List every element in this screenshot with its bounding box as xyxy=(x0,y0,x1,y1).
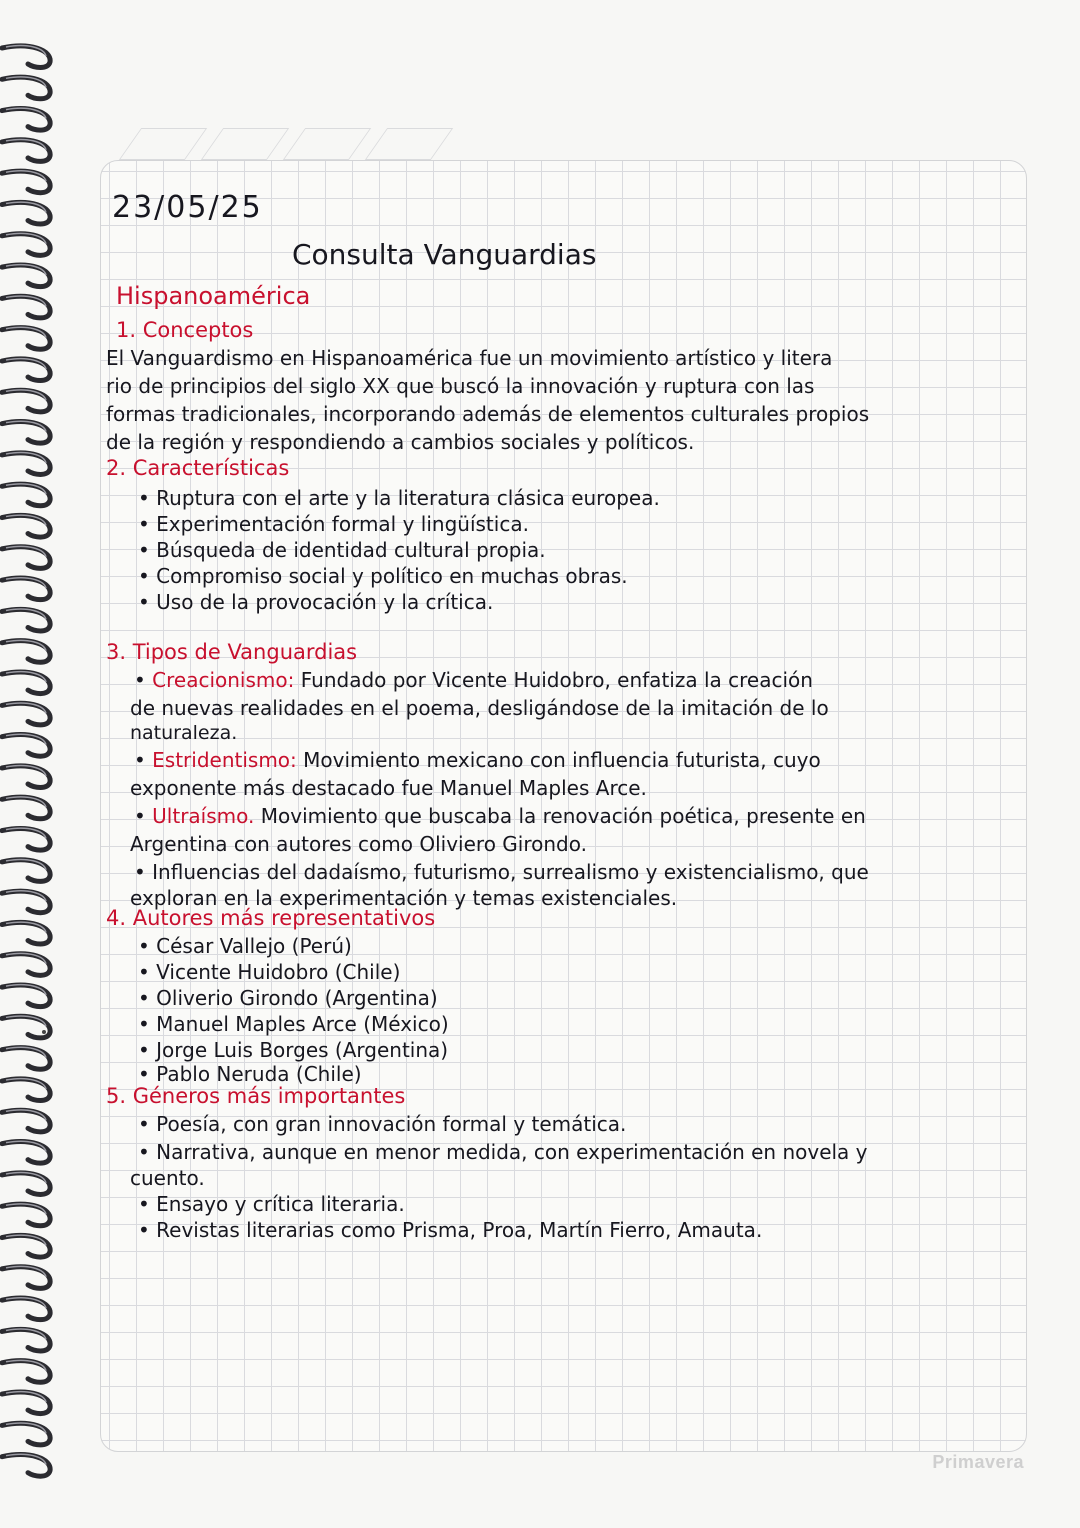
creacionismo-line: de nuevas realidades en el poema, desligándose de la imitación de lo xyxy=(130,696,829,720)
influencias-text: Influencias del dadaísmo, futurismo, surrealismo y existencialismo, que xyxy=(152,860,869,884)
estridentismo-entry: • Estridentismo: Movimiento mexicano con influencia futurista, cuyo xyxy=(134,748,821,772)
spiral-ring xyxy=(2,672,50,694)
genero-text: Narrativa, aunque en menor medida, con experimentación en novela y xyxy=(156,1140,868,1164)
creacionismo-line: naturaleza. xyxy=(130,722,238,744)
autor-text: Pablo Neruda (Chile) xyxy=(156,1062,362,1086)
spiral-ring xyxy=(2,171,50,193)
estridentismo-term: Estridentismo: xyxy=(152,748,297,772)
heading-caracteristicas: 2. Características xyxy=(106,456,290,480)
page-title: Consulta Vanguardias xyxy=(292,238,597,271)
brand-logo: Primavera xyxy=(932,1452,1024,1472)
spiral-ring xyxy=(2,985,50,1007)
spiral-ring xyxy=(2,1361,50,1383)
spiral-binding xyxy=(0,40,70,1500)
header-boxes xyxy=(100,128,1025,162)
spiral-ring xyxy=(2,516,50,538)
spiral-ring xyxy=(2,453,50,475)
spiral-ring xyxy=(2,829,50,851)
creacionismo-text: Fundado por Vicente Huidobro, enfatiza la creación xyxy=(300,668,813,692)
spiral-ring xyxy=(2,1079,50,1101)
spiral-ring xyxy=(2,328,50,350)
autor-item: • Jorge Luis Borges (Argentina) xyxy=(138,1038,449,1062)
genero-item: • Poesía, con gran innovación formal y temática. xyxy=(138,1112,627,1136)
heading-conceptos: 1. Conceptos xyxy=(116,318,254,342)
spiral-ring xyxy=(2,1048,50,1070)
spiral-ring xyxy=(2,766,50,788)
spiral-ring xyxy=(2,390,50,412)
spiral-ring xyxy=(2,1236,50,1258)
autor-item: • Vicente Huidobro (Chile) xyxy=(138,960,401,984)
spiral-ring xyxy=(2,735,50,757)
caracteristica-item: • Uso de la provocación y la crítica. xyxy=(138,590,494,614)
autor-text: Manuel Maples Arce (México) xyxy=(156,1012,449,1036)
caracteristica-text: Uso de la provocación y la crítica. xyxy=(156,590,494,614)
conceptos-line: de la región y respondiendo a cambios sociales y políticos. xyxy=(106,430,695,454)
spiral-ring xyxy=(2,202,50,224)
genero-text: Poesía, con gran innovación formal y temática. xyxy=(156,1112,627,1136)
autor-text: César Vallejo (Perú) xyxy=(156,934,352,958)
autor-item: • Pablo Neruda (Chile) xyxy=(138,1062,362,1086)
spiral-ring xyxy=(2,484,50,506)
estridentismo-text: Movimiento mexicano con influencia futurista, cuyo xyxy=(303,748,821,772)
heading-generos: 5. Géneros más importantes xyxy=(106,1084,406,1108)
spiral-ring xyxy=(2,140,50,162)
caracteristica-text: Ruptura con el arte y la literatura clásica europea. xyxy=(156,486,660,510)
autor-item: • Manuel Maples Arce (México) xyxy=(138,1012,449,1036)
spiral-ring xyxy=(2,609,50,631)
ultraismo-entry: • Ultraísmo. Movimiento que buscaba la renovación poética, presente en xyxy=(134,804,866,828)
spiral-ring xyxy=(2,703,50,725)
spiral-ring xyxy=(2,296,50,318)
caracteristica-item: • Compromiso social y político en muchas obras. xyxy=(138,564,628,588)
spiral-ring xyxy=(2,641,50,663)
genero-text: Revistas literarias como Prisma, Proa, Martín Fierro, Amauta. xyxy=(156,1218,763,1242)
ultraismo-term: Ultraísmo. xyxy=(152,804,255,828)
spiral-ring xyxy=(2,265,50,287)
heading-autores: 4. Autores más representativos xyxy=(106,906,436,930)
spiral-ring xyxy=(2,1204,50,1226)
spiral-ring xyxy=(2,1423,50,1445)
conceptos-line: El Vanguardismo en Hispanoamérica fue un movimiento artístico y litera xyxy=(106,346,833,370)
spiral-ring xyxy=(2,922,50,944)
influencias-entry: • Influencias del dadaísmo, futurismo, surrealismo y existencialismo, que xyxy=(134,860,869,884)
autor-item: • César Vallejo (Perú) xyxy=(138,934,352,958)
spiral-ring xyxy=(2,860,50,882)
date: 23/05/25 xyxy=(112,190,263,225)
genero-line: cuento. xyxy=(130,1166,205,1190)
estridentismo-line: exponente más destacado fue Manuel Maples Arce. xyxy=(130,776,647,800)
caracteristica-item: • Experimentación formal y lingüística. xyxy=(138,512,529,536)
spiral-ring xyxy=(2,46,50,68)
autor-text: Vicente Huidobro (Chile) xyxy=(156,960,401,984)
ultraismo-text: Movimiento que buscaba la renovación poética, presente en xyxy=(260,804,866,828)
genero-item: • Ensayo y crítica literaria. xyxy=(138,1192,405,1216)
spiral-ring xyxy=(2,1110,50,1132)
spiral-ring xyxy=(2,1392,50,1414)
spiral-ring xyxy=(2,1173,50,1195)
spiral-ring xyxy=(2,1016,50,1038)
autor-item: • Oliverio Girondo (Argentina) xyxy=(138,986,438,1010)
spiral-ring xyxy=(2,422,50,444)
influencias-line: exploran en la experimentación y temas existenciales. xyxy=(130,886,678,910)
region-heading: Hispanoamérica xyxy=(116,282,311,310)
genero-text: Ensayo y crítica literaria. xyxy=(156,1192,405,1216)
conceptos-line: formas tradicionales, incorporando además de elementos culturales propios xyxy=(106,402,870,426)
spiral-ring xyxy=(2,1267,50,1289)
caracteristica-text: Compromiso social y político en muchas obras. xyxy=(156,564,628,588)
spiral-ring xyxy=(2,797,50,819)
caracteristica-text: Búsqueda de identidad cultural propia. xyxy=(156,538,546,562)
spiral-ring xyxy=(2,1142,50,1164)
conceptos-line: rio de principios del siglo XX que buscó la innovación y ruptura con las xyxy=(106,374,815,398)
spiral-ring xyxy=(2,77,50,99)
ultraismo-line: Argentina con autores como Oliviero Girondo. xyxy=(130,832,587,856)
heading-tipos: 3. Tipos de Vanguardias xyxy=(106,640,358,664)
spiral-ring xyxy=(2,109,50,131)
spiral-ring xyxy=(2,954,50,976)
genero-item: • Revistas literarias como Prisma, Proa, Martín Fierro, Amauta. xyxy=(138,1218,763,1242)
creacionismo-entry: • Creacionismo: Fundado por Vicente Huidobro, enfatiza la creación xyxy=(134,668,813,692)
spiral-ring xyxy=(2,1298,50,1320)
spiral-ring xyxy=(2,1329,50,1351)
caracteristica-item: • Búsqueda de identidad cultural propia. xyxy=(138,538,546,562)
spiral-ring xyxy=(2,891,50,913)
autor-text: Jorge Luis Borges (Argentina) xyxy=(156,1038,449,1062)
caracteristica-item: • Ruptura con el arte y la literatura clásica europea. xyxy=(138,486,660,510)
spiral-ring xyxy=(2,359,50,381)
spiral-ring xyxy=(2,234,50,256)
creacionismo-term: Creacionismo: xyxy=(152,668,295,692)
spiral-ring xyxy=(2,547,50,569)
autor-text: Oliverio Girondo (Argentina) xyxy=(156,986,438,1010)
caracteristica-text: Experimentación formal y lingüística. xyxy=(156,512,529,536)
spiral-ring xyxy=(2,578,50,600)
ink-dot xyxy=(42,1030,46,1034)
spiral-ring xyxy=(2,1455,50,1477)
genero-item: • Narrativa, aunque en menor medida, con experimentación en novela y xyxy=(138,1140,868,1164)
